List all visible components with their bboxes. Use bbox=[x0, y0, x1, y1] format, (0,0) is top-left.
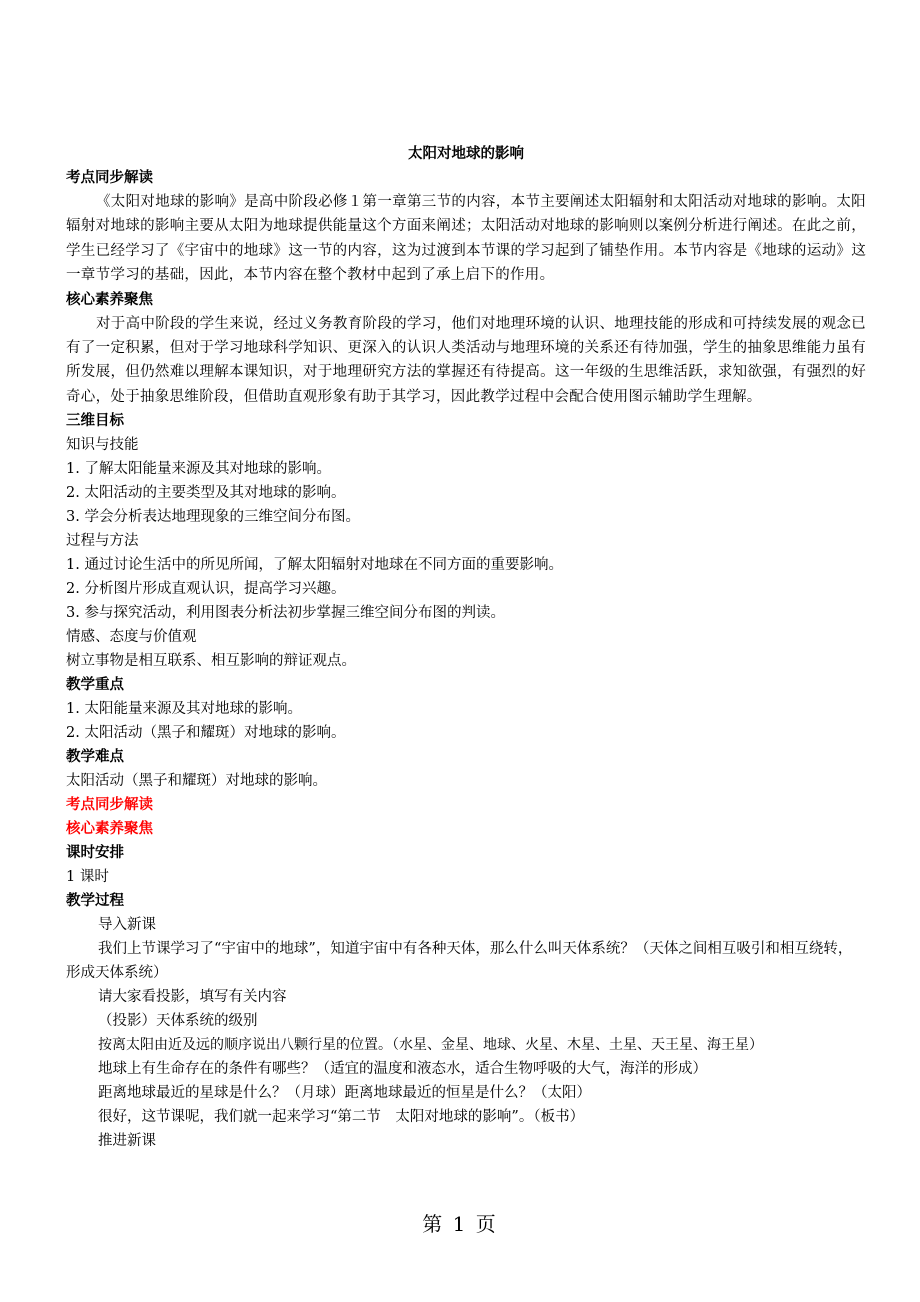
process-line: （投影）天体系统的级别 bbox=[98, 1013, 258, 1030]
difficulty-line: 太阳活动（黑子和耀斑）对地球的影响。 bbox=[66, 773, 327, 790]
document-title: 太阳对地球的影响 bbox=[408, 146, 524, 162]
goal-line: 3. 学会分析表达地理现象的三维空间分布图。 bbox=[66, 509, 360, 526]
section-heading-suyang: 核心素养聚焦 bbox=[66, 291, 153, 308]
process-line: 推进新课 bbox=[98, 1133, 156, 1150]
process-line: 按离太阳由近及远的顺序说出八颗行星的位置。（水星、金星、地球、火星、木星、土星、天王星、海王星） bbox=[98, 1037, 763, 1054]
goal-line: 2. 太阳活动的主要类型及其对地球的影响。 bbox=[66, 485, 346, 502]
red-heading-suyang: 核心素养聚焦 bbox=[66, 821, 153, 838]
process-line: 很好，这节课呢，我们就一起来学习“第二节 太阳对地球的影响”。（板书） bbox=[98, 1109, 585, 1126]
section-heading-guocheng: 教学过程 bbox=[66, 893, 124, 910]
section-paragraph-kaodian: 《太阳对地球的影响》是高中阶段必修１第一章第三节的内容，本节主要阐述太阳辐射和太阳活动对地球的影响。太阳辐射对地球的影响主要从太阳为地球提供能量这个方面来阐述；太阳活动对地球的影响则以案例分析进行阐述。在此之前，学生已经学习了《宇宙中的地球》这一节的内容，这为过渡到本节课的学习起到了铺垫作用。本节内容是《地球的运动》这一章节学习的基础，因此，本节内容在整个教材中起到了承上启下的作用。 bbox=[66, 194, 866, 284]
process-line: 请大家看投影，填写有关内容 bbox=[98, 989, 287, 1006]
process-line: 地球上有生命存在的条件有哪些？（适宜的温度和液态水，适合生物呼吸的大气，海洋的形成） bbox=[98, 1061, 707, 1078]
process-line: 距离地球最近的星球是什么？（月球）距离地球最近的恒星是什么？（太阳） bbox=[98, 1085, 591, 1102]
process-line: 导入新课 bbox=[98, 917, 156, 934]
focus-line: 2. 太阳活动（黑子和耀斑）对地球的影响。 bbox=[66, 725, 346, 742]
section-heading-keshi: 课时安排 bbox=[66, 845, 124, 862]
goal-line: 3. 参与探究活动，利用图表分析法初步掌握三维空间分布图的判读。 bbox=[66, 605, 505, 622]
section-paragraph-suyang: 对于高中阶段的学生来说，经过义务教育阶段的学习，他们对地理环境的认识、地理技能的形成和可持续发展的观念已有了一定积累，但对于学习地球科学知识、更深入的认识人类活动与地理环境的关系还有待加强，学生的抽象思维能力虽有所发展，但仍然难以理解本课知识，对于地理研究方法的掌握还有待提高。这一年级的生思维活跃，求知欲强，有强烈的好奇心，处于抽象思维阶段，但借助直观形象有助于其学习，因此教学过程中会配合使用图示辅助学生理解。 bbox=[66, 315, 866, 405]
goal-line: 1. 了解太阳能量来源及其对地球的影响。 bbox=[66, 461, 331, 478]
red-heading-kaodian: 考点同步解读 bbox=[66, 797, 153, 814]
goal-line: 情感、态度与价值观 bbox=[66, 629, 197, 646]
goal-line: 树立事物是相互联系、相互影响的辩证观点。 bbox=[66, 653, 356, 670]
schedule-line: 1 课时 bbox=[66, 869, 109, 886]
section-heading-kaodian: 考点同步解读 bbox=[66, 170, 153, 186]
section-heading-zhongdian: 教学重点 bbox=[66, 677, 124, 694]
goal-line: 过程与方法 bbox=[66, 533, 139, 550]
goal-line: 知识与技能 bbox=[66, 437, 139, 454]
document-page bbox=[66, 142, 866, 1153]
goal-line: 1. 通过讨论生活中的所见所闻，了解太阳辐射对地球在不同方面的重要影响。 bbox=[66, 557, 563, 574]
process-line: 我们上节课学习了“宇宙中的地球”，知道宇宙中有各种天体，那么什么叫天体系统？（天体之间相互吸引和相互绕转，形成天体系统） bbox=[66, 941, 853, 982]
focus-line: 1. 太阳能量来源及其对地球的影响。 bbox=[66, 701, 302, 718]
section-heading-sanwei: 三维目标 bbox=[66, 413, 124, 430]
goal-line: 2. 分析图片形成直观认识，提高学习兴趣。 bbox=[66, 581, 346, 598]
page-number: 第 1 页 bbox=[422, 1212, 498, 1236]
section-heading-nandian: 教学难点 bbox=[66, 749, 124, 766]
